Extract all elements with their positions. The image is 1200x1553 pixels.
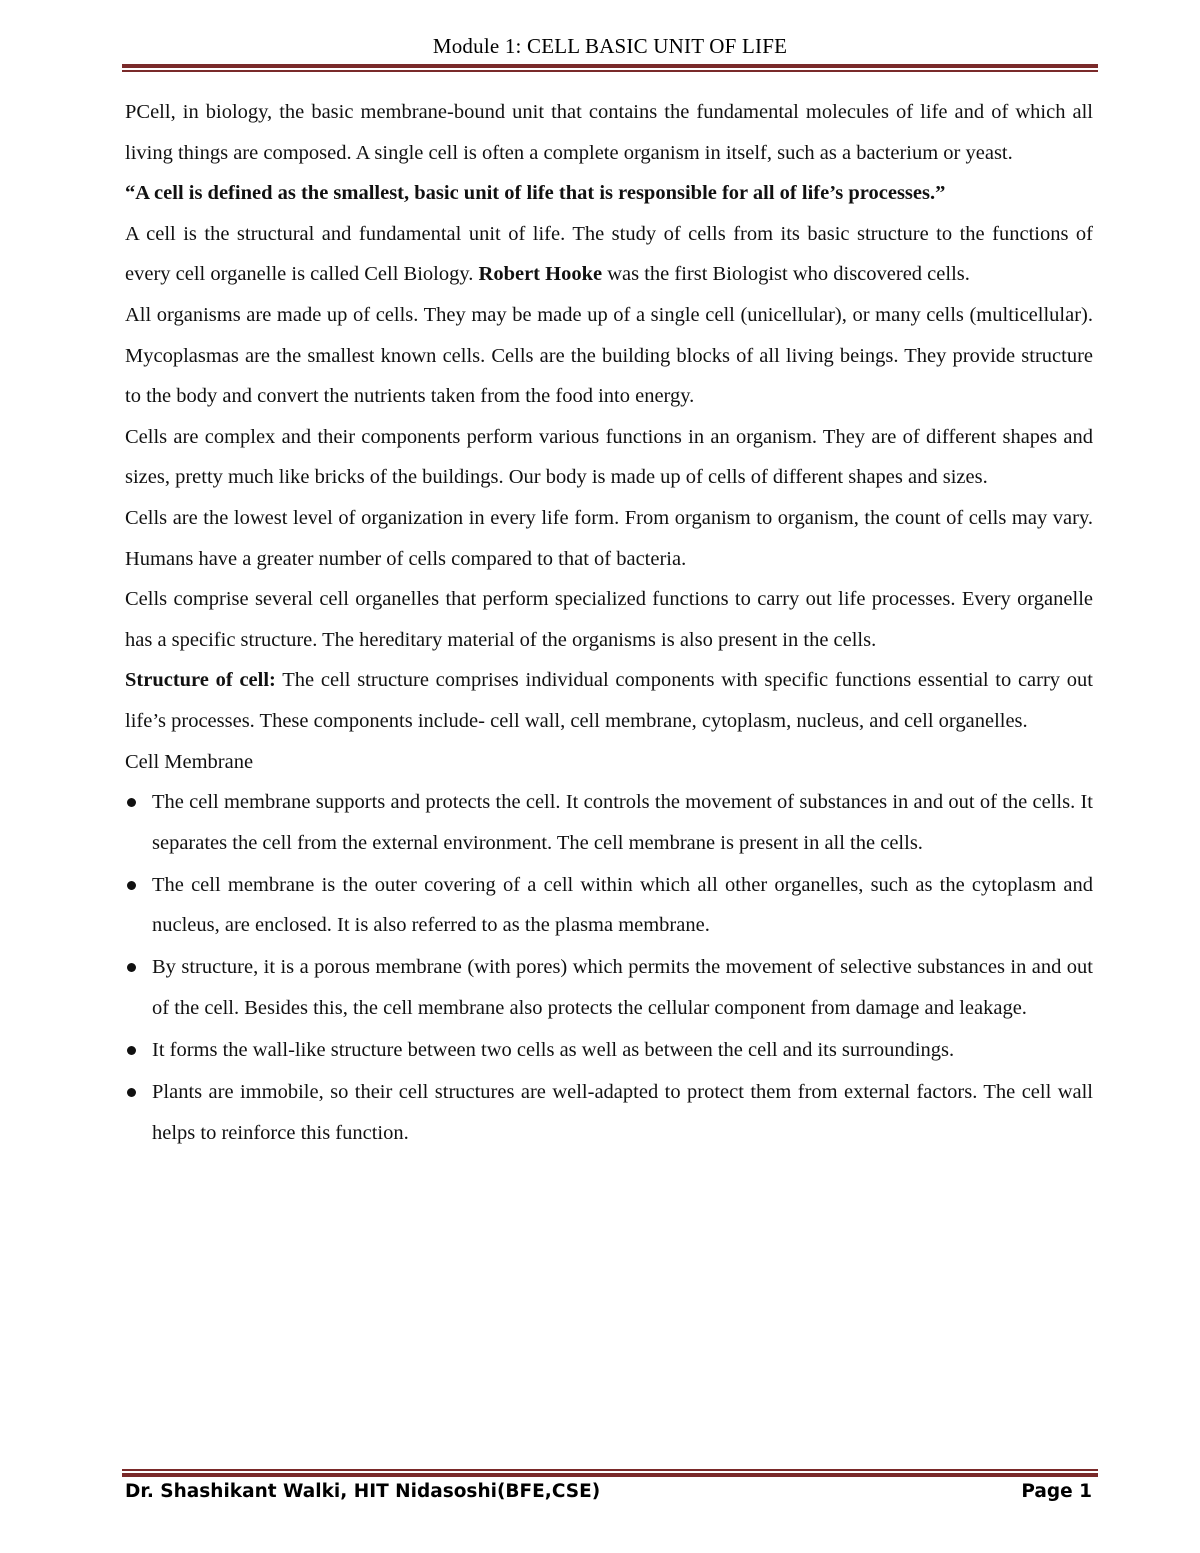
- bullet-icon: [127, 963, 136, 972]
- cell-membrane-list: [125, 782, 1093, 1153]
- paragraph-text: was the first Biologist who discovered cells.: [602, 263, 970, 286]
- header-rule-thin: [122, 70, 1098, 72]
- bullet-icon: [127, 1046, 136, 1055]
- paragraph-organization: Cells are the lowest level of organization in every life form. From organism to organism, the count of cells may vary. Humans have a greater number of cells compared to that of bacteria.: [125, 506, 1093, 570]
- paragraph-cell-biology: [125, 214, 1093, 295]
- paragraph-organelles: Cells comprise several cell organelles that perform specialized functions to carry out life processes. Every organelle has a specific structure. The hereditary material of the organisms is also present in the cells.: [125, 588, 1093, 651]
- intro-paragraph: PCell, in biology, the basic membrane-bound unit that contains the fundamental molecules of life and of which all living things are composed. A single cell is often a complete organism in itself, such as a bacterium or yeast.: [125, 101, 1093, 164]
- document-body: [125, 92, 1093, 1155]
- list-item: [125, 782, 1093, 863]
- robert-hooke-name: Robert Hooke: [478, 263, 603, 286]
- cell-definition-quote: “A cell is defined as the smallest, basic unit of life that is responsible for all of life’s processes.”: [125, 182, 946, 205]
- paragraph-text: A cell is the structural and fundamental unit of life. The study of cells from its basic structure to the functions of every cell organelle is called Cell Biology.: [125, 222, 1093, 286]
- bullet-icon: [127, 881, 136, 890]
- list-item: [125, 947, 1093, 1028]
- footer-author: Dr. Shashikant Walki, HIT Nidasoshi(BFE,CSE): [125, 1481, 601, 1502]
- paragraph-components: Cells are complex and their components perform various functions in an organism. They are of different shapes and sizes, pretty much like bricks of the buildings. Our body is made up of cells of different shapes and sizes.: [125, 425, 1093, 489]
- paragraph-text: The cell structure comprises individual components with specific functions essential to carry out life’s processes. These components include- cell wall, cell membrane, cytoplasm, nucleus, and cell organelles.: [125, 669, 1093, 732]
- footer-page-number: Page 1: [1021, 1481, 1092, 1502]
- header-rule: [122, 64, 1098, 68]
- bullet-icon: [127, 798, 136, 807]
- footer-rule: [122, 1473, 1098, 1477]
- list-item: [125, 1072, 1093, 1153]
- page-header-title: Module 1: CELL BASIC UNIT OF LIFE: [432, 34, 788, 58]
- list-item-text: The cell membrane is the outer covering of a cell within which all other organelles, such as the cytoplasm and nucleus, are enclosed. It is also referred to as the plasma membrane.: [152, 873, 1093, 937]
- cell-membrane-subheading: Cell Membrane: [125, 750, 254, 773]
- footer-rule-thin: [122, 1469, 1098, 1471]
- structure-heading: Structure of cell:: [125, 669, 276, 692]
- paragraph-structure: [125, 660, 1093, 741]
- list-item: [125, 865, 1093, 946]
- list-item: [125, 1030, 1093, 1071]
- list-item-text: Plants are immobile, so their cell structures are well-adapted to protect them from external factors. The cell wall helps to reinforce this function.: [152, 1081, 1093, 1144]
- list-item-text: It forms the wall-like structure between two cells as well as between the cell and its surroundings.: [152, 1039, 955, 1062]
- list-item-text: By structure, it is a porous membrane (with pores) which permits the movement of selective substances in and out of the cell. Besides this, the cell membrane also protects the cellular component from damage and leakage.: [152, 956, 1093, 1020]
- paragraph-organisms: All organisms are made up of cells. They may be made up of a single cell (unicellular), or many cells (multicellular). Mycoplasmas are the smallest known cells. Cells are the building blocks of all living beings. They provide structure to the body and convert the nutrients taken from the food into energy.: [125, 303, 1093, 408]
- bullet-icon: [127, 1088, 136, 1097]
- list-item-text: The cell membrane supports and protects the cell. It controls the movement of substances in and out of the cells. It separates the cell from the external environment. The cell membrane is present in all the cells.: [152, 791, 1093, 854]
